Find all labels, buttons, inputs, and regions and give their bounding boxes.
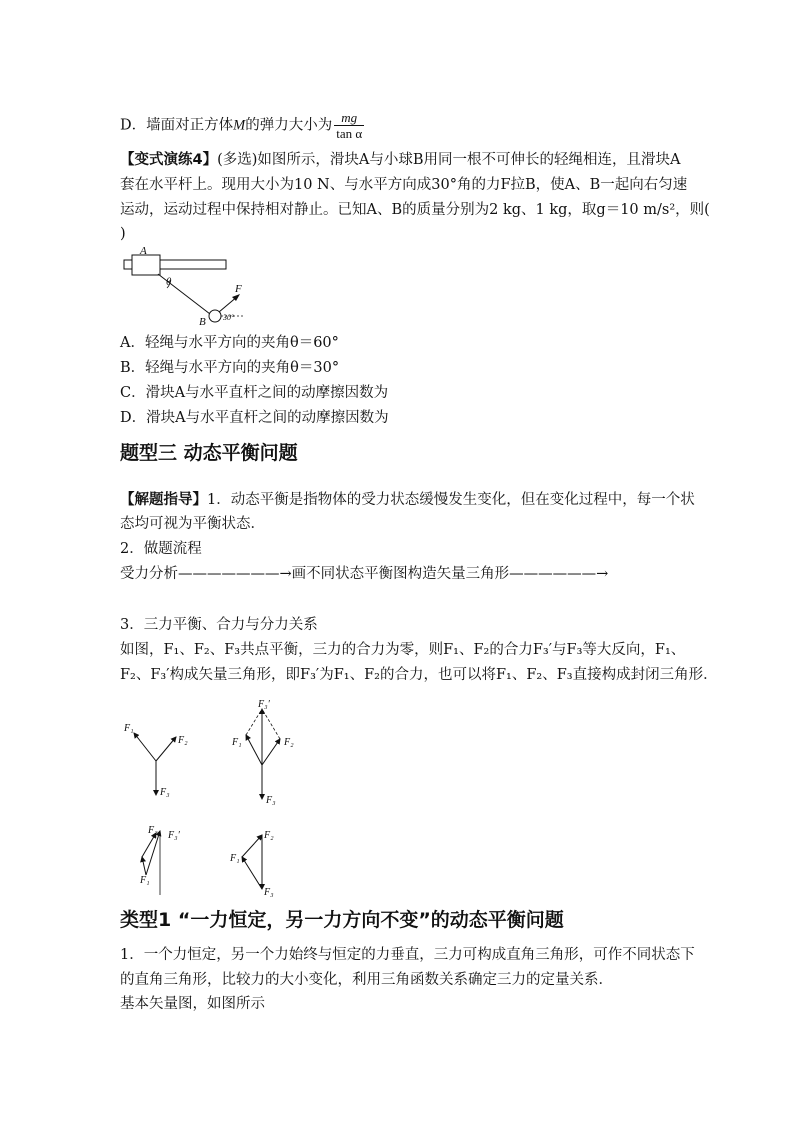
- guide-text1: 1．动态平衡是指物体的受力状态缓慢发生变化，但在变化过程中，每一个状: [207, 492, 695, 508]
- guide-step2: 2．做题流程: [120, 541, 202, 557]
- vector-triangle-diagram-1: [139, 825, 181, 895]
- label-f: F: [235, 283, 242, 295]
- type1-title: 类型1 “一力恒定，另一力方向不变”的动态平衡问题: [120, 909, 564, 931]
- option-d-text: D．墙面对正方体: [120, 117, 234, 134]
- section-title: 题型三 动态平衡问题: [120, 442, 298, 464]
- option-d: D．滑块A与水平直杆之间的动摩擦因数为: [120, 410, 389, 426]
- guide-flow: 受力分析———————→画不同状态平衡图构造矢量三角形——————→: [120, 566, 609, 582]
- d1-f2: F₂: [178, 735, 188, 746]
- d1-f1: F₁: [124, 723, 134, 734]
- d3-f2: F₂: [148, 825, 158, 836]
- d4-f2: F₂: [264, 830, 274, 841]
- label-b: B: [199, 316, 206, 328]
- practice4-tag: 【变式演练4】: [120, 152, 218, 168]
- practice4-line4: ): [120, 226, 126, 242]
- d3-f3prime: F₃′: [168, 830, 180, 841]
- label-30: 30°: [223, 313, 235, 322]
- fraction-denominator: tan α: [336, 126, 363, 141]
- type1-line2: 的直角三角形，比较力的大小变化，利用三角函数关系确定三力的定量关系．: [120, 972, 613, 988]
- guide-line1: [120, 490, 695, 510]
- guide-line2: 态均可视为平衡状态．: [120, 516, 265, 532]
- practice4-line1: [120, 150, 681, 170]
- guide-tag: 【解题指导】: [120, 492, 207, 508]
- label-theta: θ: [166, 276, 172, 288]
- d2-f2: F₂: [284, 737, 294, 748]
- d2-f1: F₁: [232, 737, 242, 748]
- parallelogram-diagram: [231, 699, 294, 806]
- vector-triangle-diagram-2: [229, 830, 274, 898]
- concurrent-forces-diagram: [123, 723, 188, 798]
- slider-ball-figure: [118, 244, 248, 330]
- force-triangle-figures: [118, 695, 318, 900]
- d4-f3: F₃: [264, 887, 274, 898]
- d2-f3prime: F₃′: [258, 699, 270, 710]
- label-a: A: [140, 245, 147, 257]
- practice4-line3: 运动，运动过程中保持相对静止。已知A、B的质量分别为2 kg、1 kg，取g＝10 m/s²，则(: [120, 202, 710, 218]
- practice4-text1: (多选)如图所示，滑块A与小球B用同一根不可伸长的轻绳相连，且滑块A: [217, 152, 681, 168]
- guide-para2: F₂、F₃′构成矢量三角形，即F₃′为F₁、F₂的合力，也可以将F₁、F₂、F₃直接构成封闭三角形．: [120, 667, 718, 683]
- d4-f1: F₁: [230, 853, 240, 864]
- option-b: B．轻绳与水平方向的夹角θ＝30°: [120, 360, 340, 376]
- type1-line3: 基本矢量图，如图所示: [120, 996, 265, 1012]
- option-d-var: M: [233, 117, 246, 134]
- option-d-wall-force: [120, 110, 364, 141]
- guide-para1: 如图，F₁、F₂、F₃共点平衡，三力的合力为零，则F₁、F₂的合力F₃′与F₃等大反向，F₁、: [120, 642, 686, 658]
- d3-f1: F₁: [140, 875, 150, 886]
- guide-step3: 3．三力平衡、合力与分力关系: [120, 617, 318, 633]
- d2-f3: F₃: [266, 795, 276, 806]
- option-d-text2: 的弹力大小为: [245, 117, 333, 134]
- fraction-numerator: mg: [334, 110, 364, 126]
- d1-f3: F₃: [160, 787, 170, 798]
- practice4-line2: 套在水平杆上。现用大小为10 N、与水平方向成30°角的力F拉B，使A、B一起向右匀速: [120, 177, 688, 193]
- slider-a: [132, 255, 160, 275]
- option-c: C．滑块A与水平直杆之间的动摩擦因数为: [120, 385, 389, 401]
- type1-line1: 1．一个力恒定，另一个力始终与恒定的力垂直，三力可构成直角三角形，可作不同状态下: [120, 947, 695, 963]
- option-d-fraction: [334, 110, 364, 141]
- option-a: A．轻绳与水平方向的夹角θ＝60°: [120, 335, 339, 351]
